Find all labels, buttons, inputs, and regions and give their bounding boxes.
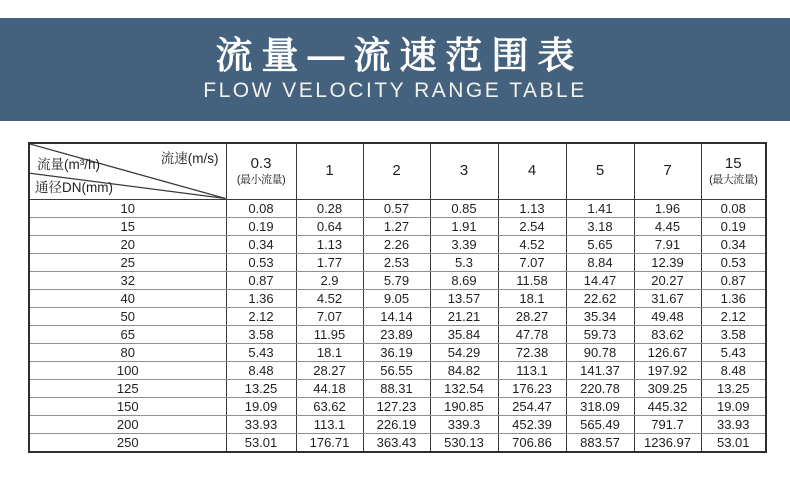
- value-cell: 127.23: [363, 397, 430, 415]
- value-cell: 5.43: [701, 343, 766, 361]
- value-cell: 2.9: [296, 271, 363, 289]
- value-cell: 197.92: [634, 361, 701, 379]
- dn-cell: 150: [29, 397, 226, 415]
- value-cell: 13.57: [430, 289, 498, 307]
- value-cell: 23.89: [363, 325, 430, 343]
- value-cell: 7.07: [296, 307, 363, 325]
- value-cell: 0.87: [226, 271, 296, 289]
- value-cell: 113.1: [498, 361, 566, 379]
- value-cell: 2.12: [701, 307, 766, 325]
- value-cell: 63.62: [296, 397, 363, 415]
- value-cell: 1.96: [634, 199, 701, 217]
- table-row: [29, 343, 766, 361]
- value-cell: 0.19: [226, 217, 296, 235]
- value-cell: 706.86: [498, 433, 566, 452]
- dn-cell: 50: [29, 307, 226, 325]
- value-cell: 21.21: [430, 307, 498, 325]
- value-cell: 445.32: [634, 397, 701, 415]
- velocity-header-cell: [634, 143, 701, 199]
- velocity-value: 15: [724, 155, 742, 173]
- value-cell: 565.49: [566, 415, 634, 433]
- value-cell: 0.34: [701, 235, 766, 253]
- value-cell: 3.39: [430, 235, 498, 253]
- value-cell: 113.1: [296, 415, 363, 433]
- value-cell: 0.08: [226, 199, 296, 217]
- value-cell: 8.84: [566, 253, 634, 271]
- value-cell: 7.07: [498, 253, 566, 271]
- value-cell: 339.3: [430, 415, 498, 433]
- value-cell: 254.47: [498, 397, 566, 415]
- value-cell: 12.39: [634, 253, 701, 271]
- value-cell: 49.48: [634, 307, 701, 325]
- dn-cell: 15: [29, 217, 226, 235]
- value-cell: 14.14: [363, 307, 430, 325]
- value-cell: 83.62: [634, 325, 701, 343]
- value-cell: 53.01: [701, 433, 766, 452]
- value-cell: 0.34: [226, 235, 296, 253]
- velocity-header-cell: [296, 143, 363, 199]
- dn-cell: 125: [29, 379, 226, 397]
- value-cell: 59.73: [566, 325, 634, 343]
- value-cell: 28.27: [296, 361, 363, 379]
- dn-cell: 200: [29, 415, 226, 433]
- dn-cell: 32: [29, 271, 226, 289]
- value-cell: 11.95: [296, 325, 363, 343]
- value-cell: 90.78: [566, 343, 634, 361]
- value-cell: 363.43: [363, 433, 430, 452]
- value-cell: 3.58: [701, 325, 766, 343]
- value-cell: 1.36: [701, 289, 766, 307]
- value-cell: 141.37: [566, 361, 634, 379]
- corner-label-flow: 流量(m³/h): [37, 157, 100, 172]
- dn-cell: 80: [29, 343, 226, 361]
- value-cell: 36.19: [363, 343, 430, 361]
- table-row: [29, 217, 766, 235]
- table-row: [29, 379, 766, 397]
- velocity-value: 0.3: [250, 155, 272, 173]
- dn-cell: 250: [29, 433, 226, 452]
- velocity-note: (最小流量): [236, 174, 286, 187]
- value-cell: 0.28: [296, 199, 363, 217]
- value-cell: 0.85: [430, 199, 498, 217]
- velocity-header-cell: [498, 143, 566, 199]
- value-cell: 18.1: [498, 289, 566, 307]
- value-cell: 5.79: [363, 271, 430, 289]
- value-cell: 8.48: [701, 361, 766, 379]
- value-cell: 56.55: [363, 361, 430, 379]
- dn-cell: 20: [29, 235, 226, 253]
- value-cell: 220.78: [566, 379, 634, 397]
- dn-cell: 40: [29, 289, 226, 307]
- value-cell: 1.77: [296, 253, 363, 271]
- value-cell: 35.84: [430, 325, 498, 343]
- value-cell: 1.13: [498, 199, 566, 217]
- value-cell: 33.93: [701, 415, 766, 433]
- dn-cell: 25: [29, 253, 226, 271]
- value-cell: 1.13: [296, 235, 363, 253]
- value-cell: 4.52: [296, 289, 363, 307]
- value-cell: 7.91: [634, 235, 701, 253]
- value-cell: 19.09: [701, 397, 766, 415]
- value-cell: 11.58: [498, 271, 566, 289]
- value-cell: 2.12: [226, 307, 296, 325]
- value-cell: 176.23: [498, 379, 566, 397]
- value-cell: 1.27: [363, 217, 430, 235]
- value-cell: 8.69: [430, 271, 498, 289]
- value-cell: 18.1: [296, 343, 363, 361]
- velocity-value: 1: [325, 161, 334, 179]
- velocity-header-cell: [430, 143, 498, 199]
- value-cell: 2.53: [363, 253, 430, 271]
- value-cell: 4.52: [498, 235, 566, 253]
- value-cell: 5.65: [566, 235, 634, 253]
- value-cell: 3.18: [566, 217, 634, 235]
- page-title-english: FLOW VELOCITY RANGE TABLE: [203, 79, 587, 103]
- velocity-value: 3: [459, 161, 469, 179]
- header-row: [29, 143, 766, 199]
- value-cell: 0.53: [226, 253, 296, 271]
- value-cell: 176.71: [296, 433, 363, 452]
- value-cell: 126.67: [634, 343, 701, 361]
- value-cell: 2.26: [363, 235, 430, 253]
- value-cell: 2.54: [498, 217, 566, 235]
- velocity-note: (最大流量): [709, 174, 758, 187]
- table-row: [29, 199, 766, 217]
- value-cell: 0.64: [296, 217, 363, 235]
- value-cell: 0.53: [701, 253, 766, 271]
- value-cell: 8.48: [226, 361, 296, 379]
- value-cell: 20.27: [634, 271, 701, 289]
- table-row: [29, 289, 766, 307]
- value-cell: 452.39: [498, 415, 566, 433]
- table-row: [29, 433, 766, 452]
- velocity-value: 7: [663, 161, 672, 179]
- value-cell: 318.09: [566, 397, 634, 415]
- value-cell: 1236.97: [634, 433, 701, 452]
- value-cell: 44.18: [296, 379, 363, 397]
- table-row: [29, 271, 766, 289]
- velocity-header-cell: [363, 143, 430, 199]
- value-cell: 22.62: [566, 289, 634, 307]
- value-cell: 13.25: [701, 379, 766, 397]
- value-cell: 4.45: [634, 217, 701, 235]
- value-cell: 84.82: [430, 361, 498, 379]
- value-cell: 132.54: [430, 379, 498, 397]
- corner-label-velocity: 流速(m/s): [160, 151, 219, 166]
- table-row: [29, 307, 766, 325]
- dn-cell: 65: [29, 325, 226, 343]
- value-cell: 31.67: [634, 289, 701, 307]
- value-cell: 19.09: [226, 397, 296, 415]
- value-cell: 1.41: [566, 199, 634, 217]
- value-cell: 0.19: [701, 217, 766, 235]
- value-cell: 54.29: [430, 343, 498, 361]
- value-cell: 33.93: [226, 415, 296, 433]
- dn-cell: 100: [29, 361, 226, 379]
- value-cell: 791.7: [634, 415, 701, 433]
- corner-label-diameter: 通径DN(mm): [35, 179, 113, 195]
- value-cell: 226.19: [363, 415, 430, 433]
- table-row: [29, 253, 766, 271]
- value-cell: 0.87: [701, 271, 766, 289]
- value-cell: 1.91: [430, 217, 498, 235]
- table-row: [29, 415, 766, 433]
- value-cell: 3.58: [226, 325, 296, 343]
- velocity-value: 2: [392, 161, 401, 179]
- value-cell: 5.43: [226, 343, 296, 361]
- value-cell: 309.25: [634, 379, 701, 397]
- value-cell: 883.57: [566, 433, 634, 452]
- table-row: [29, 235, 766, 253]
- value-cell: 28.27: [498, 307, 566, 325]
- value-cell: 88.31: [363, 379, 430, 397]
- value-cell: 5.3: [430, 253, 498, 271]
- diagonal-header-cell: [29, 143, 226, 199]
- title-banner: [0, 18, 790, 121]
- value-cell: 47.78: [498, 325, 566, 343]
- table-row: [29, 397, 766, 415]
- value-cell: 9.05: [363, 289, 430, 307]
- velocity-header-cell: [226, 143, 296, 199]
- page-title-chinese: 流量—流速范围表: [215, 34, 584, 76]
- value-cell: 35.34: [566, 307, 634, 325]
- table-row: [29, 325, 766, 343]
- table-body: [29, 199, 766, 452]
- velocity-value: 5: [595, 161, 605, 179]
- value-cell: 530.13: [430, 433, 498, 452]
- dn-cell: 10: [29, 199, 226, 217]
- value-cell: 53.01: [226, 433, 296, 452]
- value-cell: 190.85: [430, 397, 498, 415]
- value-cell: 0.08: [701, 199, 766, 217]
- velocity-header-cell: [566, 143, 634, 199]
- value-cell: 1.36: [226, 289, 296, 307]
- velocity-value: 4: [527, 161, 537, 179]
- page: [0, 18, 790, 453]
- table-row: [29, 361, 766, 379]
- value-cell: 13.25: [226, 379, 296, 397]
- value-cell: 72.38: [498, 343, 566, 361]
- value-cell: 0.57: [363, 199, 430, 217]
- flow-velocity-table: [28, 142, 767, 453]
- value-cell: 14.47: [566, 271, 634, 289]
- velocity-header-cell: [701, 143, 766, 199]
